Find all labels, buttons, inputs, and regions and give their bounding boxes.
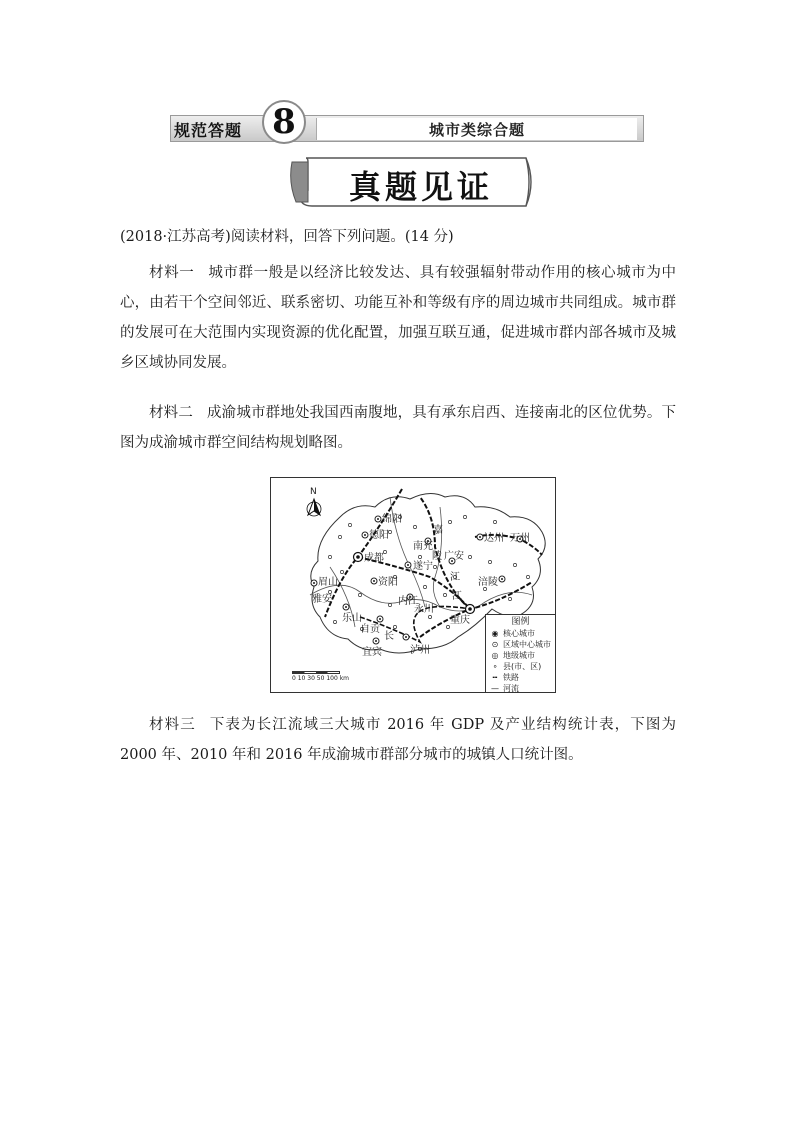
section-banner (170, 100, 644, 146)
legend-row-regional (489, 639, 552, 650)
map-label-neijiang: 内江 (398, 596, 418, 607)
legend-row-river (489, 683, 552, 694)
map-label-yibin: 宜宾 (362, 647, 382, 658)
map-scale-bar (292, 671, 340, 674)
map-label-mianyang: 绵阳 (382, 514, 402, 525)
material3-paragraph (120, 710, 676, 770)
legend-row-core (489, 628, 552, 639)
map-label-chang: 长 (384, 631, 394, 642)
map-label-yongchuan: 永川 (414, 604, 434, 615)
legend-local-label: 地级城市 (503, 651, 535, 660)
map-label-dazhou: 达州 (484, 533, 504, 544)
map-label-fuling: 涪陵 (478, 577, 498, 588)
material2-paragraph (120, 398, 676, 458)
banner-number-badge (262, 100, 306, 144)
map-label-jia: 嘉 (433, 525, 443, 536)
legend-railway-label: 铁路 (503, 673, 519, 682)
chengyu-map-figure (270, 477, 556, 693)
map-label-wanzhou: 万州 (510, 533, 530, 544)
section-title: 真题见证 (348, 168, 493, 206)
map-label-meishan: 眉山 (318, 577, 338, 588)
legend-row-railway (489, 672, 552, 683)
banner-title-slot (316, 118, 637, 140)
legend-title: 图例 (511, 617, 530, 627)
map-legend (485, 614, 555, 692)
legend-county-label: 县(市、区) (503, 662, 542, 671)
material1-tag: 材料一 (149, 265, 195, 281)
county-icon: ∘ (492, 662, 498, 671)
map-label-luzhou: 泸州 (410, 645, 430, 656)
banner-title: 城市类综合题 (428, 121, 525, 139)
material1-text: 城市群一般是以经济比较发达、具有较强辐射带动作用的核心城市为中心，由若干个空间邻近、联系密切、功能互补和等级有序的周边城市共同组成。城市群的发展可在大范围内实现资源的优化配置，加强互联互通，促进城市群内部各城市及城乡区域协同发展。 (120, 265, 677, 371)
map-label-guangan: 广安 (444, 551, 464, 562)
map-label-ling: 陵 (432, 551, 442, 562)
map-label-ziyang: 资阳 (378, 577, 398, 588)
map-label-chongqing: 重庆 (450, 615, 470, 626)
map-label-suining: 遂宁 (413, 561, 433, 572)
map-label-chengdu: 成都 (364, 553, 384, 564)
material1-paragraph (120, 258, 676, 378)
banner-number: 8 (272, 102, 296, 142)
legend-river-label: 河流 (503, 684, 519, 693)
map-north-label: N (310, 487, 317, 497)
river-icon: — (491, 684, 499, 693)
map-label-leshan: 乐山 (342, 613, 362, 624)
map-label-nanchong: 南充 (413, 541, 433, 552)
map-label-jiang2: 江 (452, 591, 462, 602)
legend-row-local (489, 650, 552, 661)
material2-text: 成渝城市群地处我国西南腹地，具有承东启西、连接南北的区位优势。下图为成渝城市群空间结构规划略图。 (120, 405, 677, 451)
railway-icon: ╍ (492, 673, 498, 682)
core-city-icon: ◉ (491, 629, 499, 638)
legend-row-county (489, 661, 552, 672)
question-intro: (2018·江苏高考)阅读材料，回答下列问题。(14 分) (120, 229, 454, 245)
section-title-scroll (288, 152, 538, 212)
regional-city-icon: ⊙ (491, 640, 499, 649)
legend-regional-label: 区域中心城市 (503, 640, 551, 649)
material2-tag: 材料二 (149, 405, 193, 421)
map-label-yaan: 雅安 (312, 594, 332, 605)
banner-left-label: 规范答题 (174, 121, 243, 140)
local-city-icon: ◎ (491, 651, 499, 660)
material3-tag: 材料三 (149, 717, 196, 733)
map-label-deyang: 德阳 (369, 530, 389, 541)
map-scale-label: 0 10 30 50 100 km (292, 675, 350, 682)
map-label-jiang1: 江 (450, 572, 460, 583)
legend-core-label: 核心城市 (503, 629, 535, 638)
map-label-zigong: 自贡 (360, 624, 380, 635)
material3-text: 下表为长江流域三大城市 2016 年 GDP 及产业结构统计表，下图为 2000 年、2010 年和 2016 年成渝城市群部分城市的城镇人口统计图。 (120, 717, 676, 763)
